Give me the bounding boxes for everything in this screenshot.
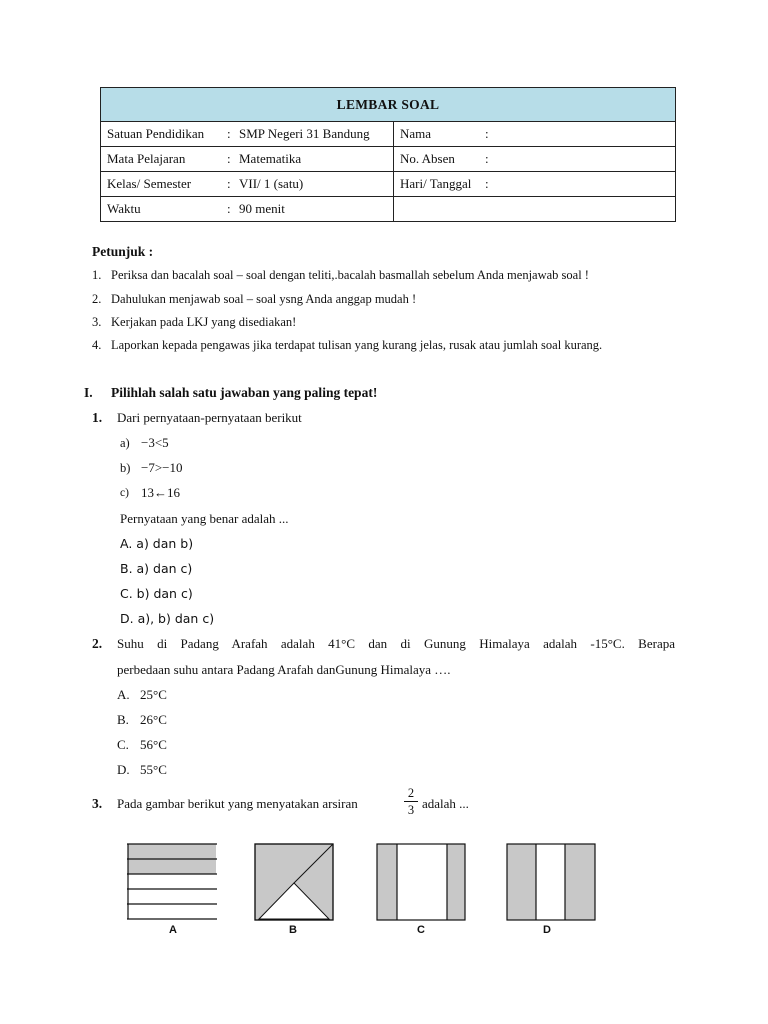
option-letter: C. [117,737,129,752]
fraction-numerator: 2 [407,786,415,800]
class-label: Kelas/ Semester [107,176,192,191]
instruction-item: Kerjakan pada LKJ yang disediakan! [111,315,297,329]
figure-c-bar-shaded [377,844,397,920]
instruction-number: 3. [92,315,102,329]
figure-b [254,843,334,921]
option-value: 55°C [140,762,167,777]
header-cell-subject: Mata Pelajaran : Matematika [101,147,394,172]
figure-d-bar-shaded [565,844,595,920]
instruction-number: 1. [92,268,102,282]
name-label: Nama [400,126,432,141]
question-text: Pada gambar berikut yang menyatakan arsiran [117,796,358,811]
time-value: 90 menit [239,201,285,216]
instructions-title: Petunjuk : [92,244,154,259]
figure-a-strip-shaded [128,859,216,874]
statement-label: c) [120,487,129,499]
answer-option: C. b) dan c) [120,586,193,601]
question-number: 1. [92,410,103,425]
figure-b-label: B [289,924,297,936]
figure-d-bar-shaded [507,844,536,920]
school-label: Satuan Pendidikan [107,126,205,141]
answer-option: A. a) dan b) [120,536,194,551]
question-text-end: adalah ... [422,796,469,811]
statement-label: a) [120,436,130,450]
sheet-title: LEMBAR SOAL [101,88,676,122]
figure-c-bar-shaded [447,844,465,920]
option-letter: D. [117,762,130,777]
school-value: SMP Negeri 31 Bandung [239,126,370,141]
question-text-line2: perbedaan suhu antara Padang Arafah danGunung Himalaya …. [117,662,451,677]
figure-c-label: C [417,924,425,936]
answer-option: D. a), b) dan c) [120,611,215,626]
section-roman: I. [84,385,93,400]
option-value: 25°C [140,687,167,702]
subject-value: Matematika [239,151,302,166]
question-number: 2. [92,636,103,651]
fraction-denominator: 3 [407,803,415,817]
instruction-number: 2. [92,292,102,306]
question-number: 3. [92,796,103,811]
fraction-bar [404,801,418,802]
statement-math: −7>−10 [141,460,183,475]
question-text: Dari pernyataan-pernyataan berikut [117,410,302,425]
time-label: Waktu [107,201,141,216]
figure-a [127,843,217,921]
statement-math: −3<5 [141,435,169,450]
header-cell-name[interactable]: Nama : [394,122,676,147]
fraction-two-thirds [404,786,418,817]
option-letter: A. [117,687,130,702]
subject-label: Mata Pelajaran [107,151,186,166]
question-text-line1: Suhu di Padang Arafah adalah 41°C dan di Gunung Himalaya adalah -15°C. Berapa [117,636,675,651]
date-label: Hari/ Tanggal [400,176,472,191]
statement-math: 13←16 [141,485,180,500]
class-value: VII/ 1 (satu) [239,176,304,191]
figure-c [376,843,466,921]
header-cell-empty [394,197,676,222]
answer-option: B. a) dan c) [120,561,193,576]
option-letter: B. [117,712,129,727]
figure-a-strip-shaded [128,844,216,859]
question-prompt: Pernyataan yang benar adalah ... [120,511,289,526]
instruction-item: Laporkan kepada pengawas jika terdapat tulisan yang kurang jelas, rusak atau jumlah soal kurang. [111,338,603,352]
figure-a-label: A [169,924,177,936]
instruction-item: Periksa dan bacalah soal – soal dengan teliti,.bacalah basmallah sebelum Anda menjawab soal ! [111,268,589,282]
statement-label: b) [120,461,131,475]
header-table [100,87,676,222]
header-cell-school: Satuan Pendidikan : SMP Negeri 31 Bandung [101,122,394,147]
header-cell-absen[interactable]: No. Absen : [394,147,676,172]
option-value: 56°C [140,737,167,752]
instruction-number: 4. [92,338,102,352]
absen-label: No. Absen [400,151,455,166]
header-cell-time: Waktu : 90 menit [101,197,394,222]
header-cell-class: Kelas/ Semester : VII/ 1 (satu) [101,172,394,197]
section-title: Pilihlah salah satu jawaban yang paling tepat! [111,385,378,400]
figure-d-label: D [543,924,551,936]
header-cell-date[interactable]: Hari/ Tanggal : [394,172,676,197]
figure-d [506,843,596,921]
instruction-item: Dahulukan menjawab soal – soal ysng Anda anggap mudah ! [111,292,417,306]
option-value: 26°C [140,712,167,727]
